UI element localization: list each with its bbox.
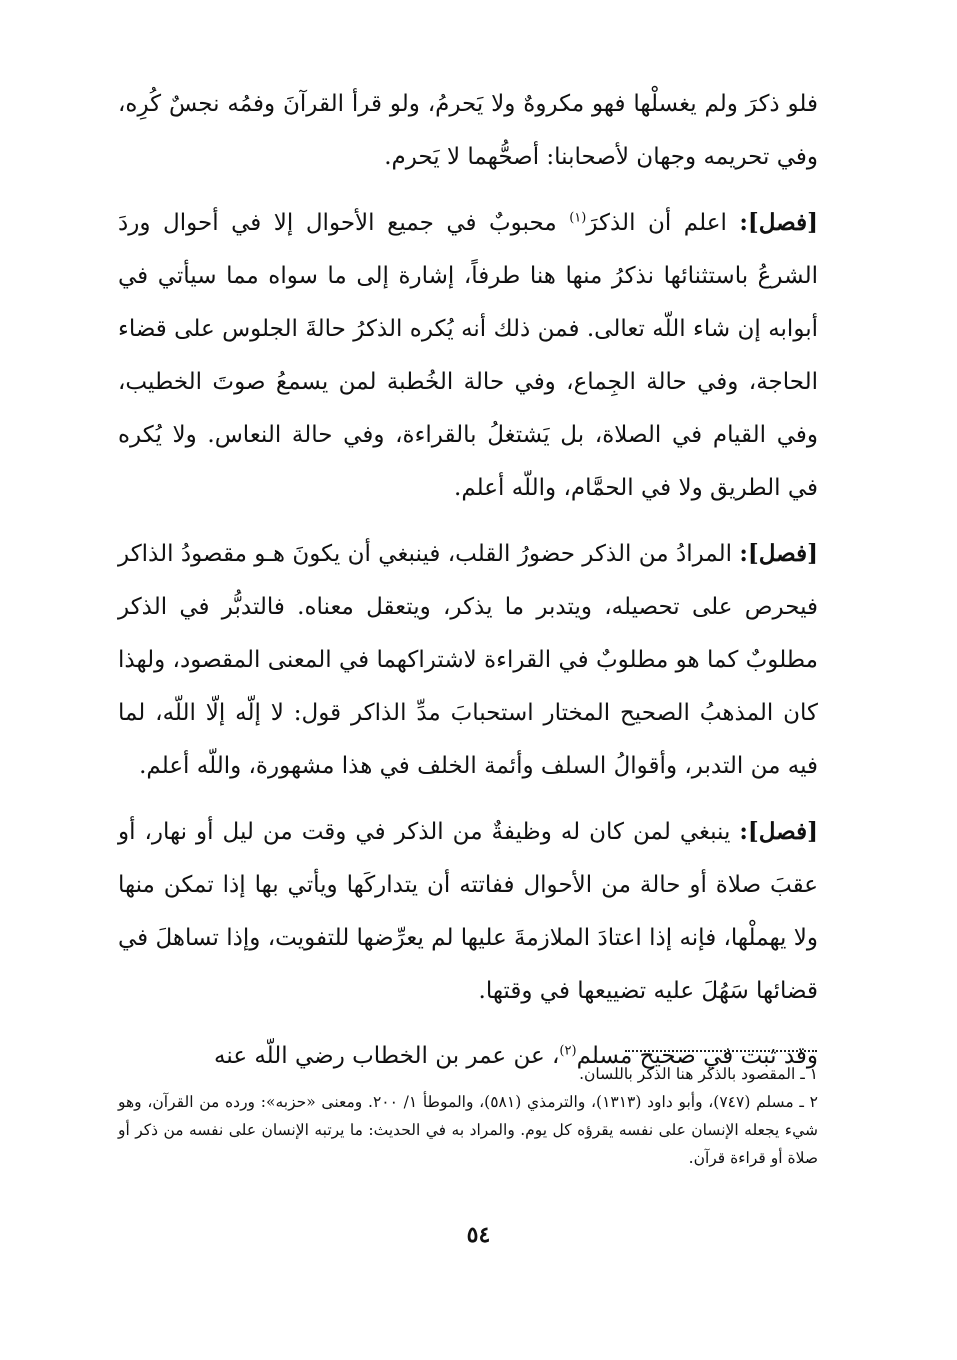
paragraph-1 <box>118 78 818 184</box>
section-heading: [فصل]: <box>739 209 818 236</box>
paragraph-text: ، عن عمر بن الخطاب رضي اللّه عنه <box>214 1043 560 1069</box>
footnote-divider <box>625 1050 817 1052</box>
paragraph-3 <box>118 527 818 793</box>
section-heading: [فصل]: <box>739 540 818 567</box>
section-heading: [فصل]: <box>739 818 818 845</box>
paragraph-4 <box>118 805 818 1018</box>
paragraph-text: فلو ذكرَ ولم يغسلْها فهو مكروهٌ ولا يَحرمُ، ولو قرأ القرآنَ وفمُه نجسٌ كُرِه، وفي تحريمه وجهان لأصحابنا: أصحُّهما لا يَحرم. <box>118 91 818 170</box>
footnote-1: ١ ـ المقصود بالذكر هنا الذكر باللسان. <box>579 1065 818 1083</box>
footnote-2: ٢ ـ مسلم (٧٤٧)، وأبو داود (١٣١٣)، والترمذي (٥٨١)، والموطأ ١/ ٢٠٠. ومعنى «حزبه»: ورده من القرآن، وهو شيء يجعله الإنسان على نفسه يقرؤه كل يوم. والمراد به في الحديث: ما يرتبه الإنسان على نفسه من ذكر أو صلاة أو قراءة قرآن. <box>118 1093 818 1167</box>
footnote-reference: (١) <box>569 210 587 226</box>
paragraph-text: اعلم أن الذكرَ <box>586 210 740 236</box>
footnote-reference: (٢) <box>559 1043 577 1059</box>
paragraph-2 <box>118 196 818 515</box>
paragraph-text: ينبغي لمن كان له وظيفةٌ من الذكر في وقت من ليل أو نهار، أو عقبَ صلاة أو حالة من الأحوال ففاتته أن يتداركَها ويأتي بها إذا تمكن منها ولا يهملْها، فإنه إذا اعتادَ الملازمةَ عليها لم يعرِّضها للتفويت، وإذا تساهلَ في قضائها سَهُلَ عليه تضييعها في وقتها. <box>118 819 818 1004</box>
paragraph-text: محبوبٌ في جميع الأحوال إلا في أحوال وردَ الشرعُ باستثنائها نذكرُ منها هنا طرفاً، إشارة إلى ما سواه مما سيأتي في أبوابه إن شاء اللّه تعالى. فمن ذلك أنه يُكره الذكرُ حالةَ الجلوس على قضاء الحاجة، وفي حالة الجِماع، وفي حالة الخُطبة لمن يسمعُ صوتَ الخطيب، وفي القيام في الصلاة، بل يَشتغلُ بالقراءة، وفي حالة النعاس. ولا يُكره في الطريق ولا في الحمَّام، واللّه أعلم. <box>118 210 818 501</box>
main-text <box>118 78 818 1083</box>
paragraph-text: المرادُ من الذكر حضورُ القلب، فينبغي أن يكونَ هـو مقصودُ الذاكر فيحرص على تحصيله، ويتدبر ما يذكر، ويتعقل معناه. فالتدبُّر في الذكر مطلوبٌ كما هو مطلوبٌ في القراءة لاشتراكهما في المعنى المقصود، ولهذا كان المذهبُ الصحيح المختار استحبابَ مدِّ الذاكر قول: لا إلّه إلّا اللّه، لما فيه من التدبر، وأقوالُ السلف وأئمة الخلف في هذا مشهورة، واللّه أعلم. <box>118 541 818 779</box>
footnotes <box>118 1060 818 1172</box>
page-number: ٥٤ <box>466 1222 491 1248</box>
paragraph-text: وقد ثبت في صحيح مسلم <box>576 1043 818 1069</box>
